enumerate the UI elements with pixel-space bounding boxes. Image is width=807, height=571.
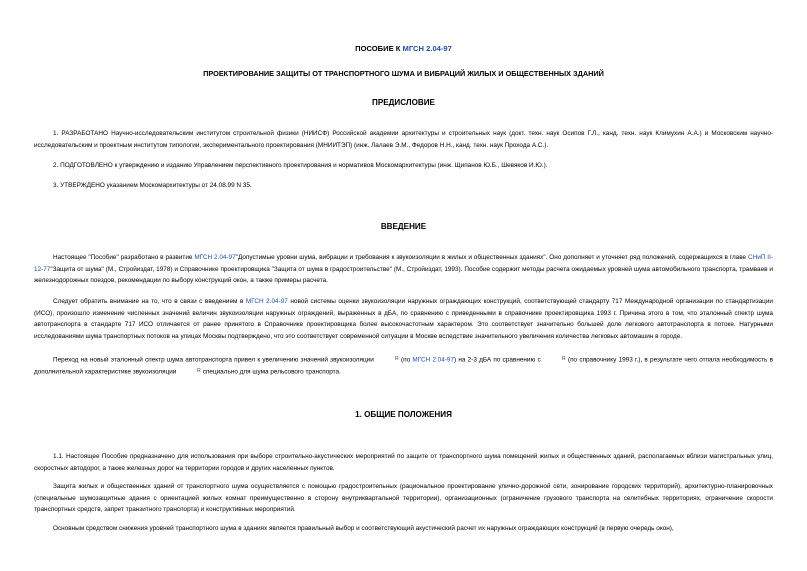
intro-p3-text-a: Переход на новый эталонный спектр шума автотранспорта привел к увеличению значений звукоизоляции — [53, 356, 377, 364]
mgsn-link[interactable]: МГСН 2.04-97 — [194, 254, 236, 261]
intro-paragraph-1 — [34, 252, 773, 287]
intro-p1-text-a: Настоящее "Пособие" разработано в развитие — [53, 254, 195, 261]
formula-symbol: R — [197, 367, 201, 374]
title-prefix: ПОСОБИЕ К — [355, 44, 403, 53]
section-1-paragraph-2: Защита жилых и общественных зданий от транспортного шума осуществляется с помощью градостроительных (рациональное проектирование улично-дорожной сети, зонирование городских территорий), архитектурно-планировочных (специальные шумозащитные здания с ориентацией жилых комнат преимущественно в сторону внутриквартальной территории), организационных (ограничение грузового транспорта на селитебных территориях, ограничение скорости транспортных средств, запрет транзитного транспорта) и конструктивных мероприятий. — [34, 483, 773, 513]
section-1-paragraph-1: 1.1. Настоящее Пособие предназначено для использования при выборе строительно-акустических мероприятий по защите от транспортного шума помещений жилых и общественных зданий, располагаемых вблизи магистральных улиц, скоростных автодорог, а также железных дорог на территории городов и других населенных пунктов. — [34, 453, 773, 472]
intro-paragraph-2 — [34, 296, 773, 342]
intro-p2-text-a: Следует обратить внимание на то, что в связи с введением в — [53, 298, 246, 305]
intro-p3-text-e: специально для шума рельсового транспорта. — [200, 368, 341, 376]
mgsn-link[interactable]: МГСН 2.04-97 — [245, 298, 288, 305]
document-subtitle: ПРОЕКТИРОВАНИЕ ЗАЩИТЫ ОТ ТРАНСПОРТНОГО ШУМА И ВИБРАЦИЙ ЖИЛЫХ И ОБЩЕСТВЕННЫХ ЗДАНИЙ — [203, 69, 604, 78]
preface-item-1: 1. РАЗРАБОТАНО Научно-исследовательским институтом строительной физики (НИИСФ) Российской академии архитектуры и строительных наук (докт. техн. наук Осипов Г.Л., канд. техн. наук Климухин А.А.) и Московским научно-исследовательским и проектным институтом типологии, экспериментального проектирования (МНИИТЭП) (инж. Лалаев Э.М., Федоров Н.Н., канд. техн. наук Прохода А.С.). — [34, 130, 773, 149]
intro-heading: ВВЕДЕНИЕ — [380, 222, 427, 231]
document-title — [40, 44, 767, 53]
intro-p3-text-b: (по — [398, 356, 413, 364]
section-1-paragraph-3: Основным средством снижения уровней транспортного шума в зданиях является правильный выбор и соответствующий акустический расчет их наружных ограждающих конструкций (в первую очередь окон), — [53, 525, 674, 532]
intro-p3-text-d: (по справочнику 1993 г.), в результате чего отпала необходимость в дополнительной характеристике звукоизоляции — [34, 356, 773, 376]
intro-p2-text-b: новой системы оценки звукоизоляции наружных ограждающих конструкций, соответствующей стандарту 717 Международной организации по стандартизации (ИСО), произошло изменение численных значений величин звукоизоляции наружных ограждений, выраженных в дБА, по сравнению с приведенными в справочнике проектировщика 1993 г. Причина этого в том, что эталонный спектр шума автотранспорта в стандарте 717 ИСО отличается от ранее принятого в Справочнике проектировщика более высокочастотным характером. Это соответствует значительно большей доле легкового автотранспорта в потоке. Натурными исследованиями шума транспортных потоков на улицах Москвы подтверждено, что это соответствует современной ситуации в Москве вследствие значительного увеличения количества легковых автомашин в городе. — [34, 298, 773, 340]
intro-p3-text-c: ) на 2-3 дБА по сравнению с — [454, 356, 543, 364]
formula-symbol: R — [561, 356, 566, 362]
section-1-heading: 1. ОБЩИЕ ПОЛОЖЕНИЯ — [355, 410, 452, 419]
preface-item-2: 2. ПОДГОТОВЛЕНО к утверждению и изданию Управлением перспективного проектирования и нормативов Москомархитектуры (инж. Щипанов Ю.Б., Шевяков И.Ю.). — [53, 162, 548, 169]
snip-link[interactable]: СНиП II-12-77 — [34, 254, 773, 273]
mgsn-link[interactable]: МГСН 2.04-97 — [412, 356, 455, 364]
title-mgsn-link[interactable]: МГСН 2.04-97 — [402, 44, 452, 53]
formula-symbol: R — [395, 356, 399, 362]
preface-item-3: 3. УТВЕРЖДЕНО указанием Москомархитектуры от 24.08.99 N 35. — [53, 182, 252, 189]
intro-p1-text-c: "Защита от шума" (М., Стройиздат, 1978) и Справочнике проектировщика "Защита от шума в градостроительстве" (М., Стройиздат, 1993). Пособие содержит методы расчета ожидаемых уровней шума автомобильного транспорта, трамваев и железнодорожных поездов, рекомендации по выбору конструкций окон, а также примеры расчета. — [34, 265, 773, 284]
intro-p1-text-b: "Допустимые уровни шума, вибрации и требования к звукоизоляции в жилых и общественных зданиях". Оно дополняет и уточняет ряд положений, содержащихся в главе — [235, 254, 749, 261]
preface-heading: ПРЕДИСЛОВИЕ — [372, 98, 435, 107]
intro-paragraph-3 — [34, 354, 773, 378]
